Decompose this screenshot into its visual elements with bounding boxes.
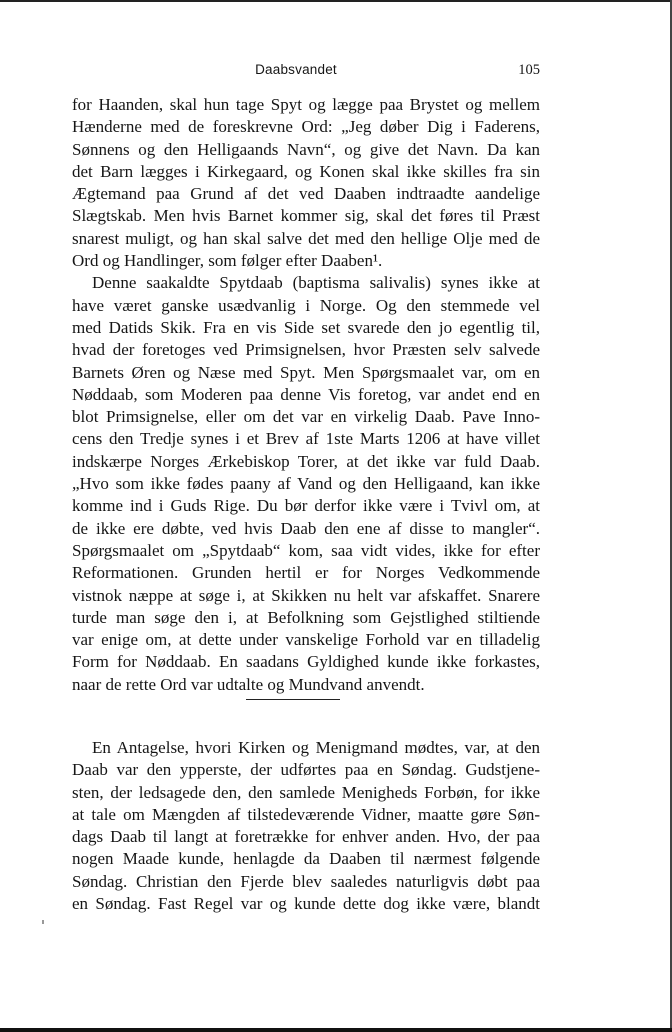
text-line: komme ind i Guds Rige. Du bør derfor ikke være i Tvivl om, at xyxy=(72,496,540,516)
text-line: at tale om Mængden af tilstedeværende Vidner, maatte gøre Søn- xyxy=(72,804,540,824)
text-line: „Hvo som ikke fødes paany af Vand og den Helligaand, kan ikke xyxy=(72,474,540,494)
text-line: Form for Nøddaab. En saadans Gyldighed kunde ikke forkastes, xyxy=(72,652,540,672)
text-line: naar de rette Ord var udtalte og Mundvand anvendt. xyxy=(72,674,425,694)
text-line: Reformationen. Grunden hertil er for Norges Vedkommende xyxy=(72,563,540,583)
paragraph-three xyxy=(72,737,540,915)
text-line: En Antagelse, hvori Kirken og Menigmand mødtes, var, at den xyxy=(92,738,540,757)
text-line: snarest muligt, og han skal salve det med den hellige Olje med de xyxy=(72,228,540,248)
text-line: Daab var den ypperste, der udførtes paa en Søndag. Gudstjene- xyxy=(72,760,540,780)
text-line: cens den Tredje synes i et Brev af 1ste Marts 1206 at have villet xyxy=(72,429,540,449)
text-line: sten, der ledsagede den, den samlede Menigheds Forbøn, for ikke xyxy=(72,782,540,802)
text-line: indskærpe Norges Ærkebiskop Torer, at det ikke var fuld Daab. xyxy=(72,451,540,471)
text-line: de ikke ere døbte, ved hvis Daab den ene af disse to mangler“. xyxy=(72,518,540,538)
text-line: Spørgsmaalet om „Spytdaab“ kom, saa vidt vides, ikke for efter xyxy=(72,540,540,560)
text-line: Ægtemand paa Grund af det ved Daaben indtraadte aandelige xyxy=(72,184,540,204)
text-line: Sønnens og den Helligaands Navn“, og give det Navn. Da kan xyxy=(72,139,540,159)
text-line: for Haanden, skal hun tage Spyt og lægge paa Brystet og mellem xyxy=(72,95,540,114)
text-line: en Søndag. Fast Regel var og kunde dette dog ikke være, blandt xyxy=(72,894,540,914)
running-title: Daabsvandet xyxy=(255,62,337,77)
paragraph-one xyxy=(72,94,540,272)
text-line: blot Primsignelse, eller om det var en virkelig Daab. Pave Inno- xyxy=(72,407,540,427)
scan-edge-top xyxy=(0,0,672,2)
scan-speck xyxy=(42,920,44,924)
section-divider xyxy=(246,699,340,700)
text-line: hvad der foretoges ved Primsignelsen, hvor Præsten selv salvede xyxy=(72,340,540,360)
scan-edge-bottom xyxy=(0,1028,672,1032)
text-line: Denne saakaldte Spytdaab (baptisma salivalis) synes ikke at xyxy=(92,273,540,293)
text-line: Slægtskab. Men hvis Barnet kommer sig, skal det føres til Præst xyxy=(72,206,540,226)
text-line: Søndag. Christian den Fjerde blev saaledes naturligvis døbt paa xyxy=(72,871,540,891)
text-line: nogen Maade kunde, henlagde da Daaben til nærmest følgende xyxy=(72,849,540,869)
text-line: med Datids Skik. Fra en vis Side set svarede den jo egentlig til, xyxy=(72,317,540,337)
text-line: var enige om, at dette under vanskelige Forhold var en tilladelig xyxy=(72,630,540,650)
paragraph-two xyxy=(72,272,540,696)
text-line: dags Daab til langt at foretrække for enhver anden. Hvo, der paa xyxy=(72,827,540,847)
text-line: Ord og Handlinger, som følger efter Daaben¹. xyxy=(72,251,383,271)
page-number: 105 xyxy=(518,62,540,78)
text-line: Nøddaab, som Moderen paa denne Vis foretog, var andet end en xyxy=(72,384,540,404)
text-line: Hænderne med de foreskrevne Ord: „Jeg døber Dig i Faderens, xyxy=(72,117,540,137)
text-line: have været ganske usædvanlig i Norge. Og den stemmede vel xyxy=(72,295,540,315)
text-line: turde man søge den i, at Befolkning som Gejstlighed stiltiende xyxy=(72,607,540,627)
second-text-block xyxy=(72,737,540,915)
text-line: vistnok næppe at søge i, at Skikken nu helt var afskaffet. Snarere xyxy=(72,585,540,605)
text-line: Barnets Øren og Næse med Spyt. Men Spørgsmaalet var, om en xyxy=(72,362,540,382)
text-line: det Barn lægges i Kirkegaard, og Konen skal ikke skilles fra sin xyxy=(72,161,540,181)
main-text-block xyxy=(72,94,540,696)
